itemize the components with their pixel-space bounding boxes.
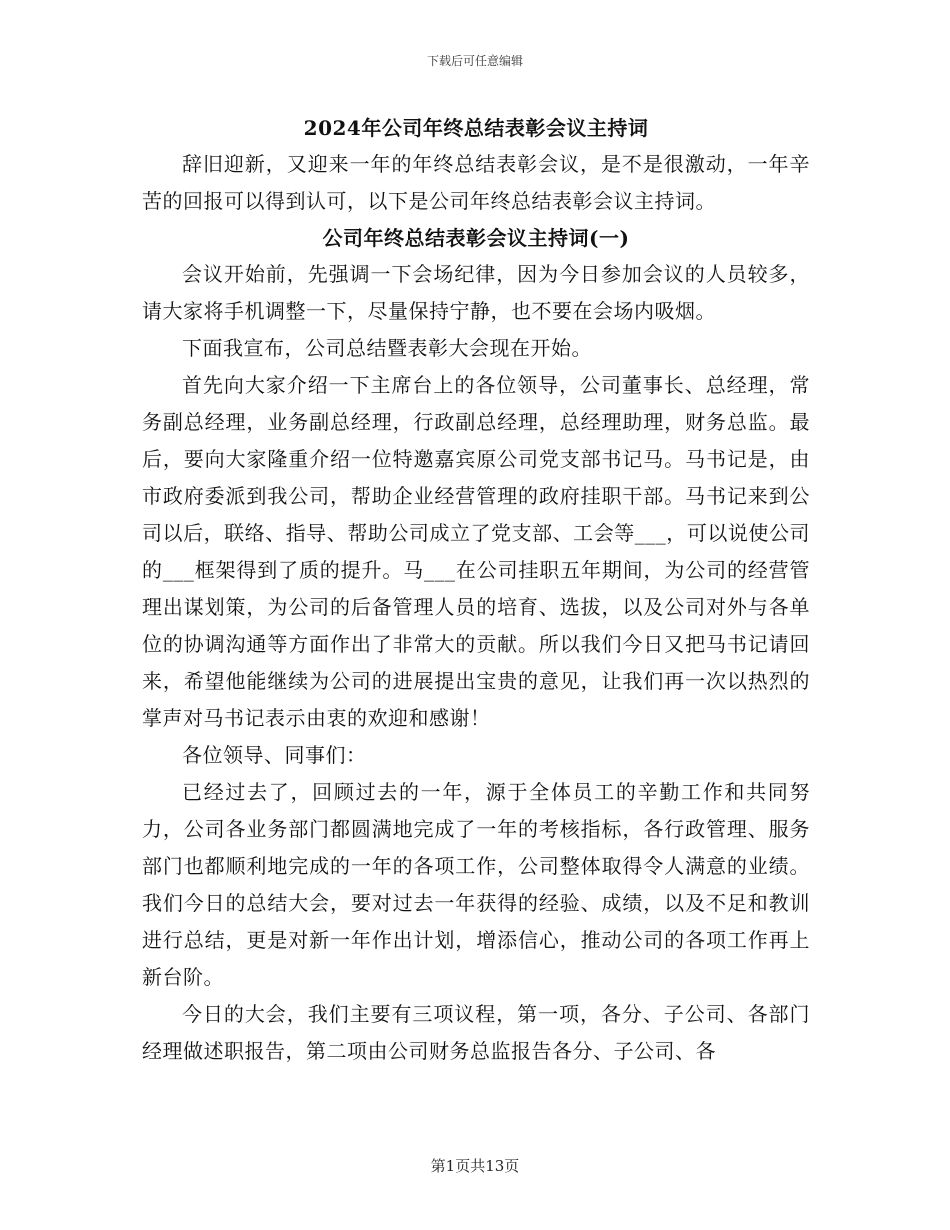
body-paragraph: 会议开始前，先强调一下会场纪律，因为今日参加会议的人员较多，请大家将手机调整一下，尽量保持宁静，也不要在会场内吸烟。 bbox=[142, 262, 810, 323]
page-header-note: 下载后可任意编辑 bbox=[426, 54, 523, 68]
body-paragraph: 各位领导、同事们： bbox=[182, 743, 367, 767]
body-paragraph: 今日的大会，我们主要有三项议程，第一项，各分、子公司、各部门经理做述职报告，第二项由公司财务总监报告各分、子公司、各 bbox=[142, 1002, 810, 1063]
body-paragraph: 下面我宣布，公司总结暨表彰大会现在开始。 bbox=[182, 336, 592, 360]
body-paragraph: 已经过去了，回顾过去的一年，源于全体员工的辛勤工作和共同努力，公司各业务部门都圆满地完成了一年的考核指标，各行政管理、服务部门也都顺利地完成的一年的各项工作，公司整体取得令人满意的业绩。我们今日的总结大会，要对过去一年获得的经验、成绩，以及不足和教训进行总结，更是对新一年作出计划，增添信心，推动公司的各项工作再上新台阶。 bbox=[142, 780, 810, 989]
document-body bbox=[142, 110, 810, 1070]
document-title: 2024年公司年终总结表彰会议主持词 bbox=[303, 116, 649, 140]
page-number: 第1页共13页 bbox=[430, 1157, 520, 1175]
intro-paragraph: 辞旧迎新，又迎来一年的年终总结表彰会议，是不是很激动，一年辛苦的回报可以得到认可，以下是公司年终总结表彰会议主持词。 bbox=[142, 152, 810, 213]
section-title: 公司年终总结表彰会议主持词(一) bbox=[322, 226, 630, 250]
body-paragraph: 首先向大家介绍一下主席台上的各位领导，公司董事长、总经理，常务副总经理，业务副总经理，行政副总经理，总经理助理，财务总监。最后，要向大家隆重介绍一位特邀嘉宾原公司党支部书记马。马书记是，由市政府委派到我公司，帮助企业经营管理的政府挂职干部。马书记来到公司以后，联络、指导、帮助公司成立了党支部、工会等___，可以说使公司的___框架得到了质的提升。马___在公司挂职五年期间，为公司的经营管理出谋划策，为公司的后备管理人员的培育、选拔，以及公司对外与各单位的协调沟通等方面作出了非常大的贡献。所以我们今日又把马书记请回来，希望他能继续为公司的进展提出宝贵的意见，让我们再一次以热烈的掌声对马书记表示由衷的欢迎和感谢！ bbox=[142, 373, 810, 730]
